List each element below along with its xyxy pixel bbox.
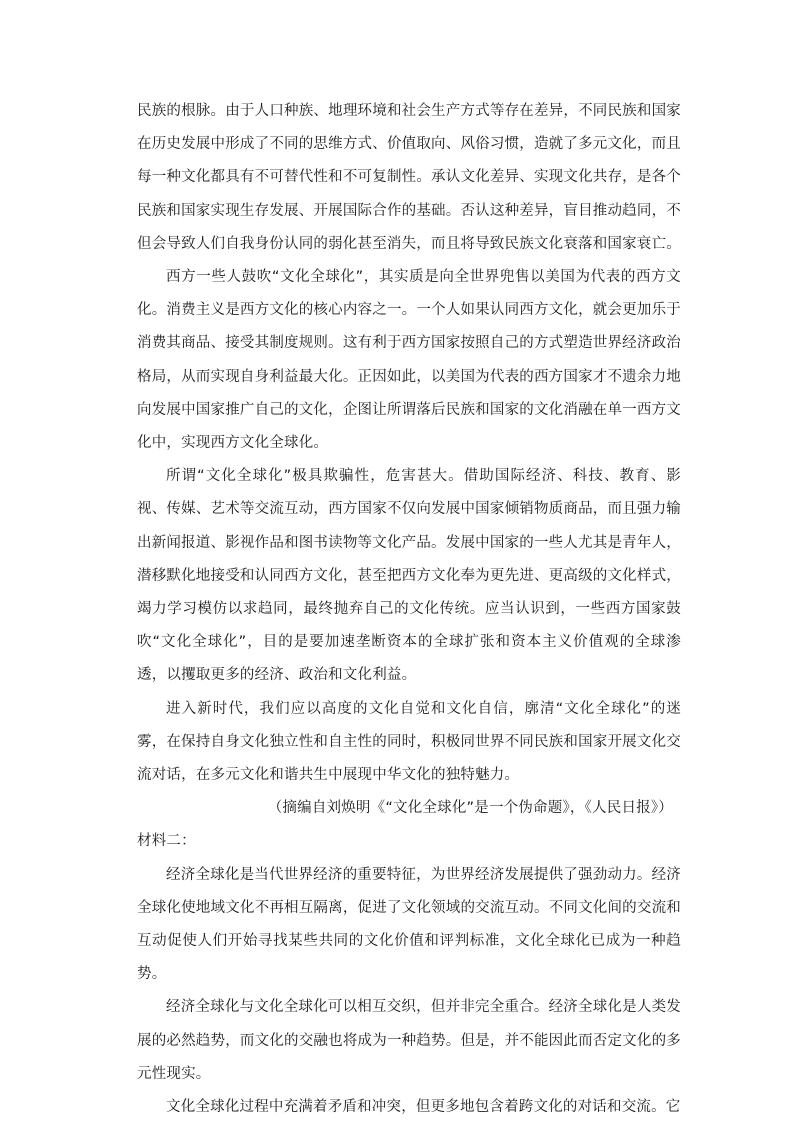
source-citation: （摘编自刘焕明《“文化全球化”是一个伪命题》，《人民日报》） <box>267 800 673 817</box>
paragraph-continuation: 民族的根脉。由于人口种族、地理环境和社会生产方式等存在差异，不同民族和国家在历史发展中形成了不同的思维方式、价值取向、风俗习惯，造就了多元文化，而且每一种文化都具有不可替代性和不可复制性。承认文化差异、实现文化共存，是各个民族和国家实现生存发展、开展国际合作的基础。否认这种差异，盲目推动趋同，不但会导致人们自我身份认同的弱化甚至消失，而且将导致民族文化衰落和国家衰亡。 <box>137 103 681 252</box>
paragraph: 进入新时代，我们应以高度的文化自觉和文化自信，廓清“文化全球化”的迷雾，在保持自身文化独立性和自主性的同时，积极同世界不同民族和国家开展文化交流对话，在多元文化和谐共生中展现中华文化的独特魅力。 <box>137 700 681 784</box>
paragraph: 文化全球化过程中充满着矛盾和冲突，但更多地包含着跨文化的对话和交流。它 <box>166 1099 681 1116</box>
article-body <box>137 95 681 1124</box>
material-label: 材料二： <box>137 833 196 850</box>
paragraph: 西方一些人鼓吹“文化全球化”，其实质是向全世界兜售以美国为代表的西方文化。消费主义是西方文化的核心内容之一。一个人如果认同西方文化，就会更加乐于消费其商品、接受其制度规则。这有利于西方国家按照自己的方式塑造世界经济政治格局，从而实现自身利益最大化。正因如此，以美国为代表的西方国家才不遗余力地向发展中国家推广自己的文化，企图让所谓落后民族和国家的文化消融在单一西方文化中，实现西方文化全球化。 <box>137 269 681 452</box>
paragraph: 经济全球化是当代世界经济的重要特征，为世界经济发展提供了强劲动力。经济全球化使地域文化不再相互隔离，促进了文化领域的交流互动。不同文化间的交流和互动促使人们开始寻找某些共同的文化价值和评判标准，文化全球化已成为一种趋势。 <box>137 866 681 983</box>
paragraph: 所谓“文化全球化”极具欺骗性，危害甚大。借助国际经济、科技、教育、影视、传媒、艺术等交流互动，西方国家不仅向发展中国家倾销物质商品，而且强力输出新闻报道、影视作品和图书读物等文化产品。发展中国家的一些人尤其是青年人，潜移默化地接受和认同西方文化，甚至把西方文化奉为更先进、更高级的文化样式，竭力学习模仿以求趋同，最终抛弃自己的文化传统。应当认识到，一些西方国家鼓吹“文化全球化”，目的是要加速垄断资本的全球扩张和资本主义价值观的全球渗透，以攫取更多的经济、政治和文化利益。 <box>137 468 681 684</box>
paragraph: 经济全球化与文化全球化可以相互交织，但并非完全重合。经济全球化是人类发展的必然趋势，而文化的交融也将成为一种趋势。但是，并不能因此而否定文化的多元性现实。 <box>137 999 681 1082</box>
